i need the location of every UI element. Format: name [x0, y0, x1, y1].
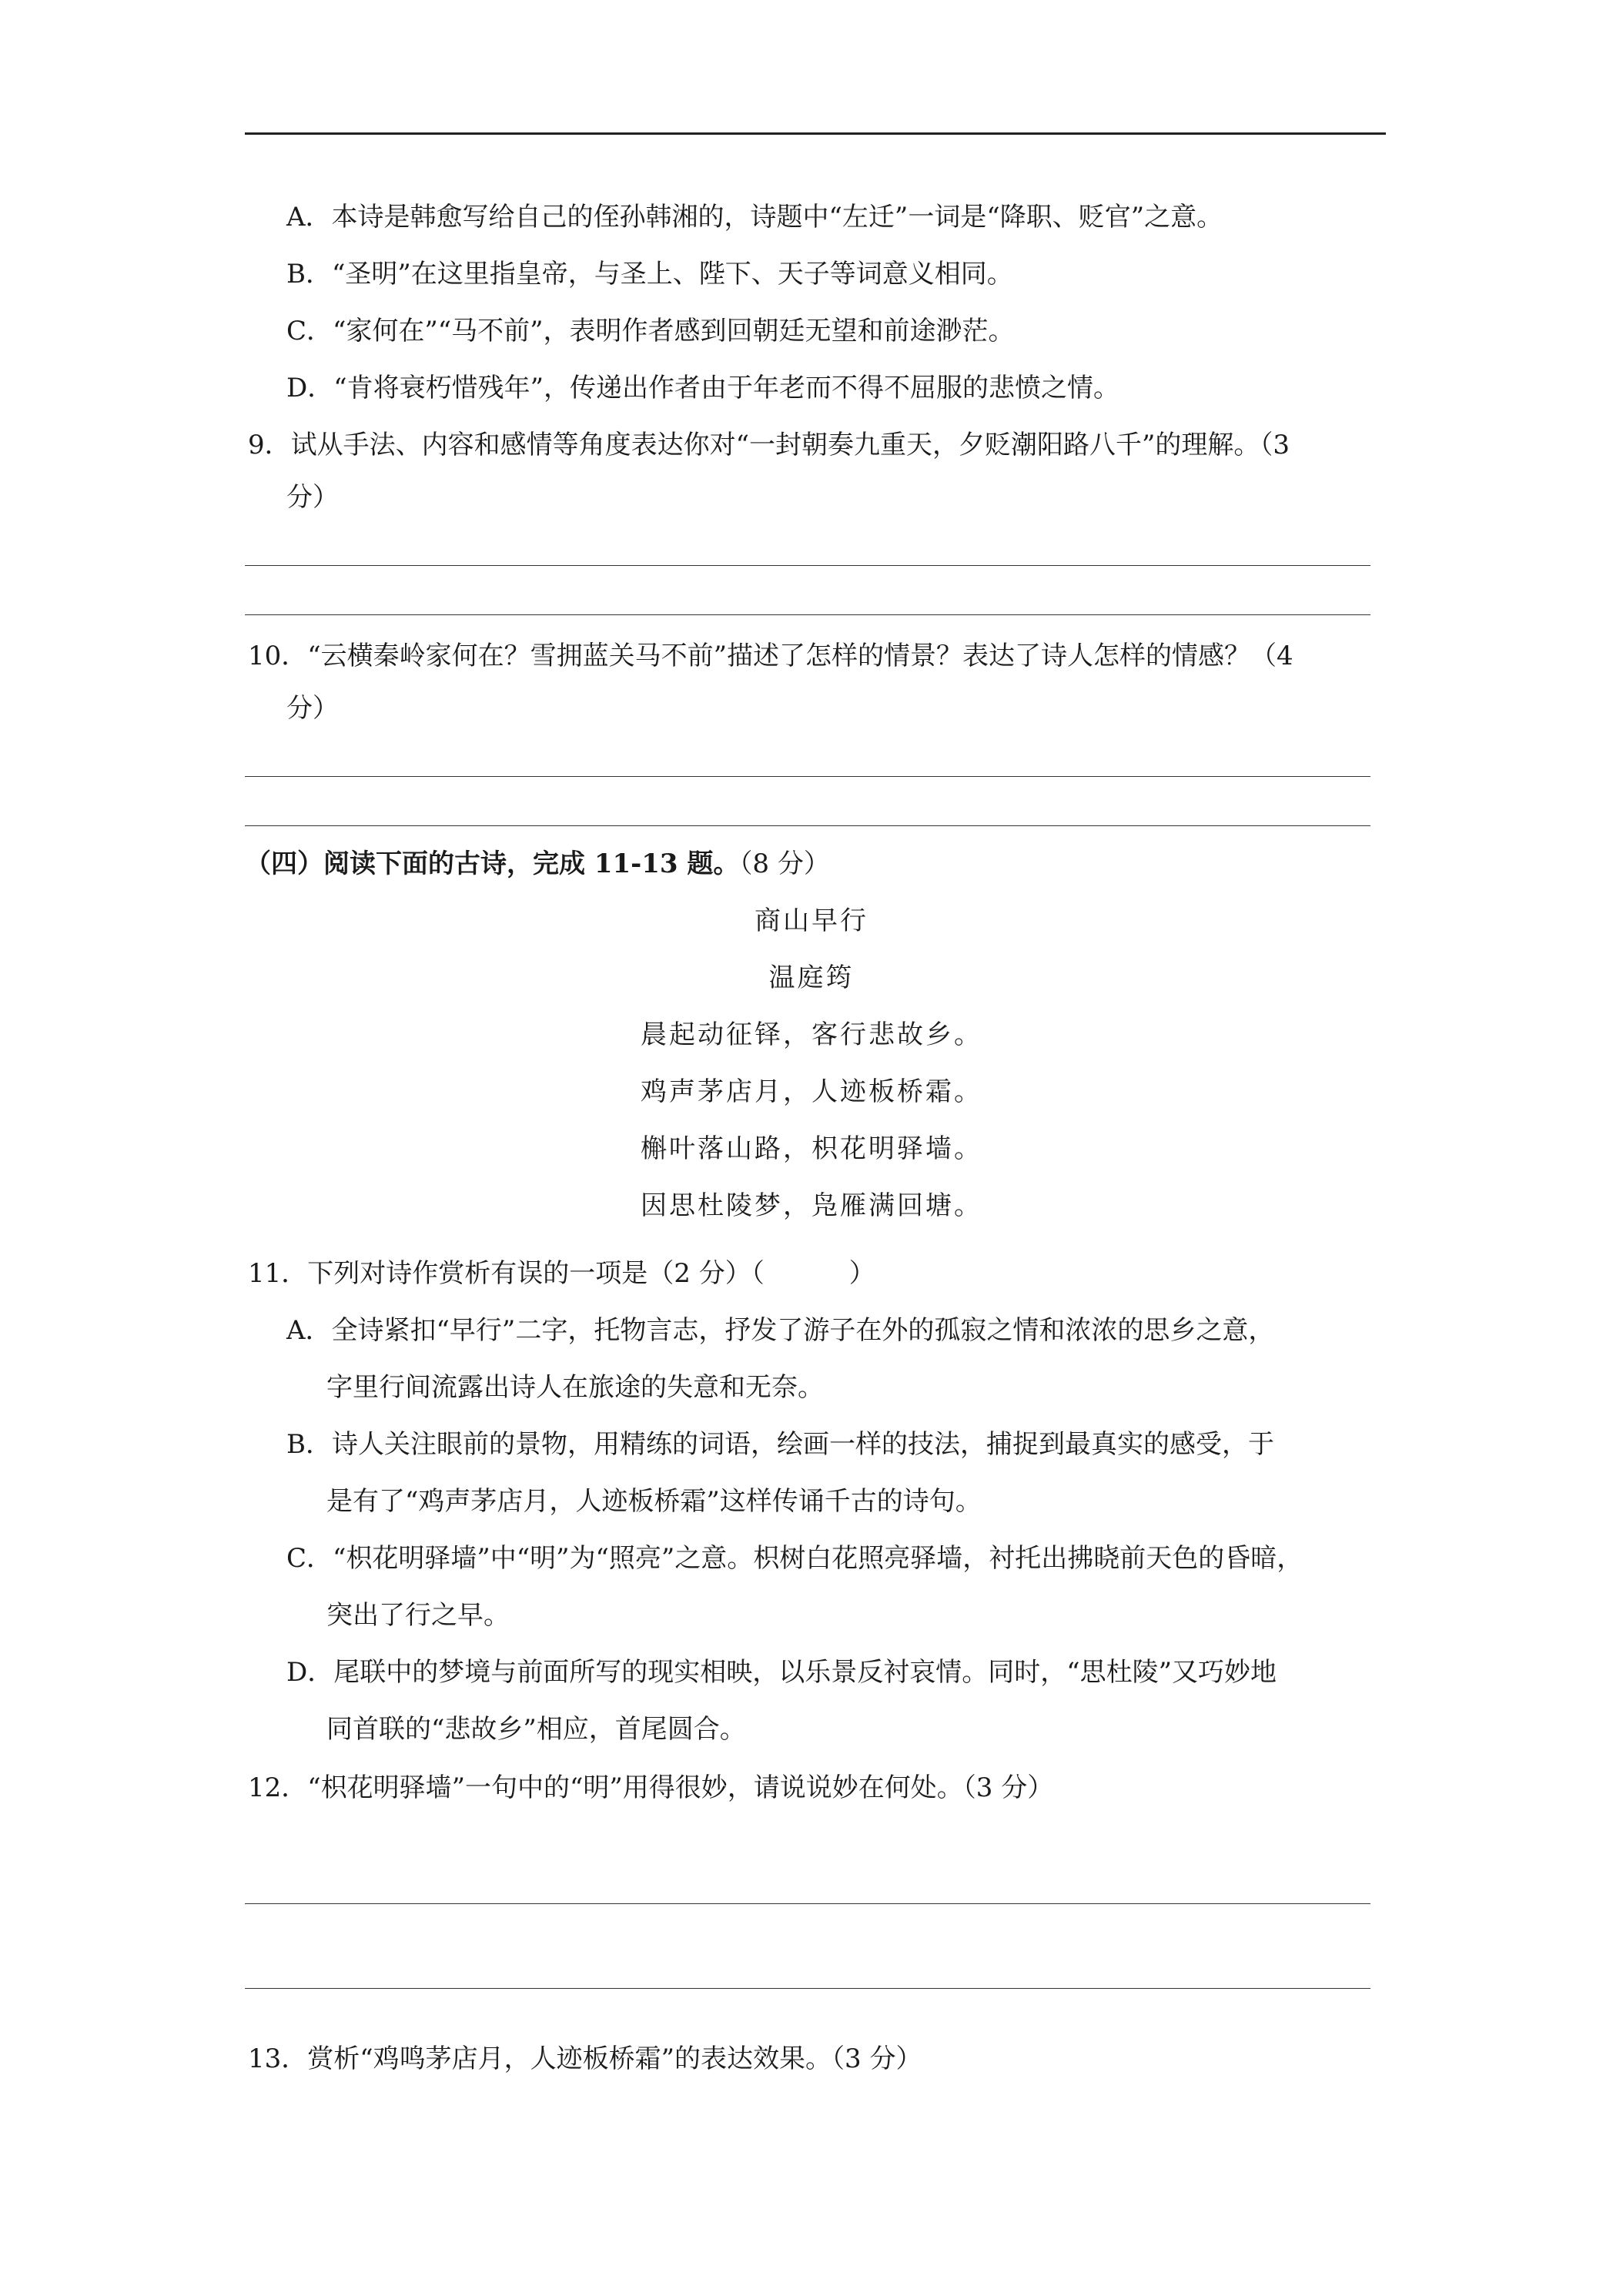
q11-option-a-line2: 字里行间流露出诗人在旅途的失意和无奈。 [326, 1372, 824, 1403]
q10-answer-line-2[interactable] [245, 825, 1370, 826]
header-rule [245, 132, 1386, 135]
section4-heading [245, 847, 830, 881]
q9-text-line2: 分） [286, 482, 339, 513]
q12-answer-line-1[interactable] [245, 1903, 1370, 1904]
q11-option-a-line1: A．全诗紧扣“早行”二字，托物言志，抒发了游子在外的孤寂之情和浓浓的思乡之意， [286, 1315, 1275, 1346]
q8-option-b: B．“圣明”在这里指皇帝，与圣上、陛下、天子等词意义相同。 [286, 259, 1013, 290]
q13-text: 13．赏析“鸡鸣茅店月，人迹板桥霜”的表达效果。（3 分） [248, 2043, 922, 2074]
q10-text-line2: 分） [286, 693, 339, 724]
q9-answer-line-1[interactable] [245, 565, 1370, 566]
poem-line-4: 因思杜陵梦，凫雁满回塘。 [641, 1190, 982, 1221]
q10-text-line1: 10．“云横秦岭家何在？雪拥蓝关马不前”描述了怎样的情景？表达了诗人怎样的情感？（4 [248, 641, 1293, 671]
poem-line-2: 鸡声茅店月，人迹板桥霜。 [641, 1076, 982, 1107]
q10-answer-line-1[interactable] [245, 776, 1370, 777]
q11-option-c-line1: C．“枳花明驿墙”中“明”为“照亮”之意。枳树白花照亮驿墙，衬托出拂晓前天色的昏暗， [286, 1543, 1303, 1574]
section4-heading-text: （四）阅读下面的古诗，完成 11-13 题。 [245, 848, 740, 879]
q11-stem-text: 11．下列对诗作赏析有误的一项是（2 分）（ [248, 1258, 765, 1289]
q11-option-b-line1: B．诗人关注眼前的景物，用精练的词语，绘画一样的技法，捕捉到最真实的感受，于 [286, 1429, 1274, 1460]
q11-option-d-line2: 同首联的“悲故乡”相应，首尾圆合。 [326, 1714, 746, 1745]
q11-option-b-line2: 是有了“鸡声茅店月，人迹板桥霜”这样传诵千古的诗句。 [326, 1486, 982, 1517]
q8-option-c: C．“家何在”“马不前”，表明作者感到回朝廷无望和前途渺茫。 [286, 316, 1015, 346]
q8-option-a: A．本诗是韩愈写给自己的侄孙韩湘的，诗题中“左迁”一词是“降职、贬官”之意。 [286, 202, 1223, 233]
poem-author: 温庭筠 [768, 962, 855, 993]
poem-line-3: 槲叶落山路，枳花明驿墙。 [641, 1133, 982, 1164]
q11-stem-close: ） [848, 1258, 875, 1289]
q11-option-d-line1: D．尾联中的梦境与前面所写的现实相映，以乐景反衬哀情。同时，“思杜陵”又巧妙地 [286, 1657, 1277, 1688]
q12-text: 12．“枳花明驿墙”一句中的“明”用得很妙，请说说妙在何处。（3 分） [248, 1772, 1054, 1803]
q9-answer-line-2[interactable] [245, 614, 1370, 615]
q9-text-line1: 9．试从手法、内容和感情等角度表达你对“一封朝奏九重天，夕贬潮阳路八千”的理解。（3 [248, 430, 1290, 460]
section4-points: （8 分） [739, 848, 830, 879]
poem-title: 商山早行 [755, 905, 868, 936]
poem-line-1: 晨起动征铎，客行悲故乡。 [641, 1019, 982, 1050]
q11-option-c-line2: 突出了行之早。 [326, 1600, 510, 1631]
q8-option-d: D．“肯将衰朽惜残年”，传递出作者由于年老而不得不屈服的悲愤之情。 [286, 373, 1120, 403]
q11-stem [248, 1257, 875, 1290]
q12-answer-line-2[interactable] [245, 1988, 1370, 1989]
